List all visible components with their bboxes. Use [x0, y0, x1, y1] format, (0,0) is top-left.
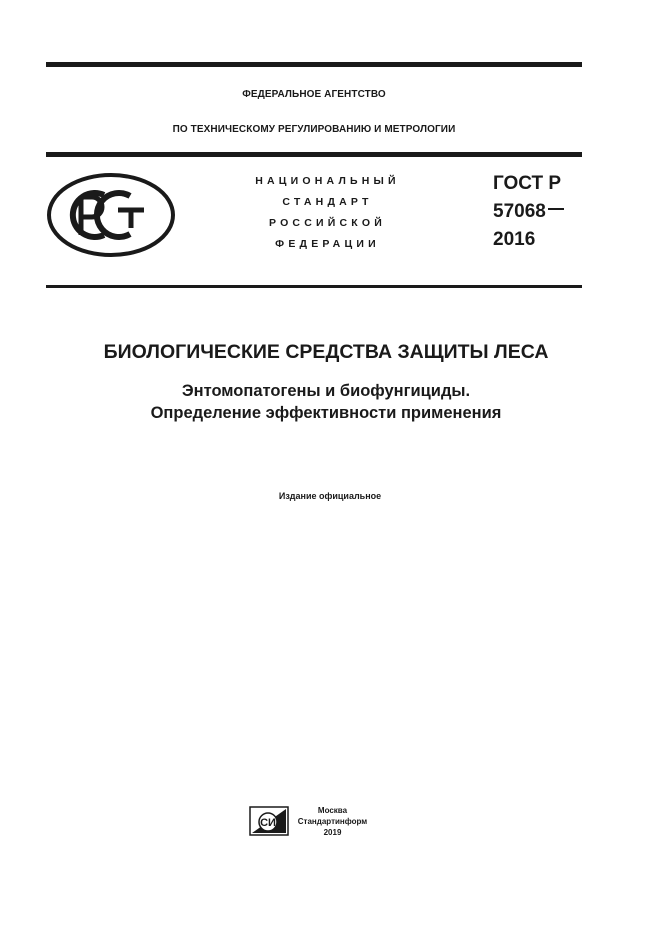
gost-label: ГОСТ Р: [493, 173, 562, 194]
national-standard-label: [225, 171, 430, 255]
document-title: БИОЛОГИЧЕСКИЕ СРЕДСТВА ЗАЩИТЫ ЛЕСА: [103, 341, 549, 363]
agency-line-1: ФЕДЕРАЛЬНОЕ АГЕНТСТВО: [242, 89, 386, 100]
national-line: СТАНДАРТ: [282, 196, 373, 208]
document-subtitle: [46, 380, 606, 424]
gost-number-row: [493, 198, 564, 226]
gost-dash: [548, 208, 564, 210]
header-divider-rule: [46, 152, 582, 157]
edition-label: Издание официальное: [278, 491, 382, 501]
gost-number: 57068: [493, 201, 546, 222]
top-rule: [46, 62, 582, 67]
publisher-year: 2019: [323, 828, 342, 837]
publisher-city: Москва: [317, 806, 348, 815]
publisher-name: Стандартинформ: [297, 817, 368, 826]
standartinform-logo-icon: [249, 806, 289, 836]
agency-line-2: ПО ТЕХНИЧЕСКОМУ РЕГУЛИРОВАНИЮ И МЕТРОЛОГИИ: [172, 124, 456, 135]
national-line: НАЦИОНАЛЬНЫЙ: [255, 175, 400, 187]
national-line: ФЕДЕРАЦИИ: [275, 238, 380, 250]
standard-divider-rule: [46, 285, 582, 288]
standartinform-logo-text: СИ: [260, 817, 276, 829]
national-line: РОССИЙСКОЙ: [269, 217, 386, 229]
publisher-block: [295, 805, 370, 838]
subtitle-line-1: Энтомопатогены и биофунгициды.: [181, 382, 471, 400]
subtitle-line-2: Определение эффективности применения: [150, 404, 502, 422]
gost-designation: [493, 170, 564, 254]
gost-year: 2016: [493, 229, 536, 250]
rst-certification-mark-icon: [46, 172, 176, 258]
